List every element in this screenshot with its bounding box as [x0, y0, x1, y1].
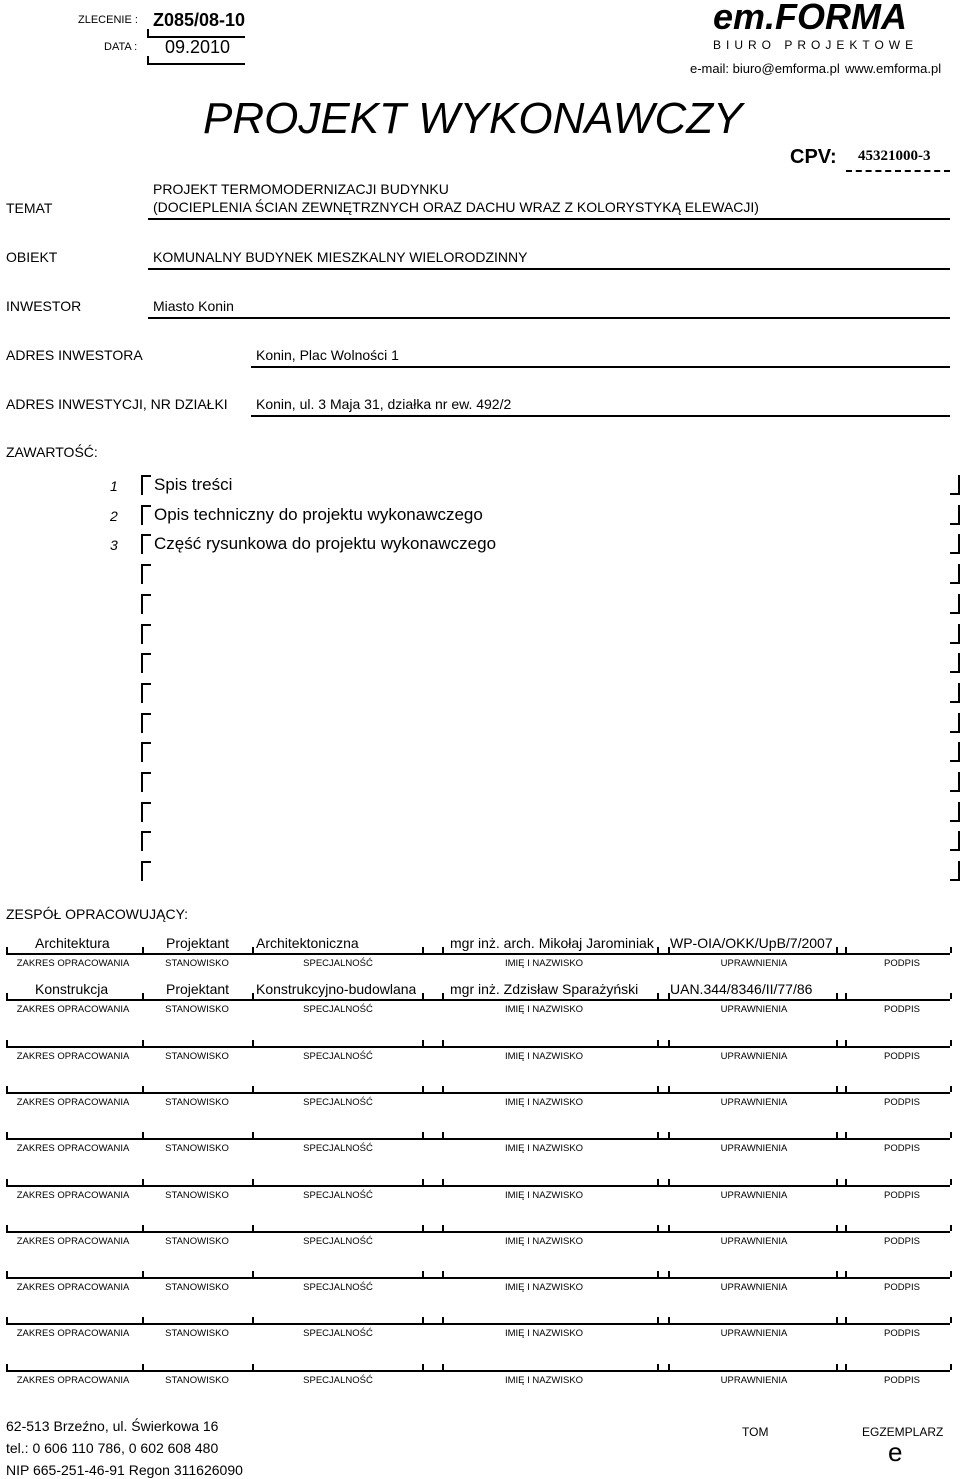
- inwestor-label: INWESTOR: [6, 298, 82, 314]
- team-stanowisko-caption: STANOWISKO: [165, 1189, 229, 1201]
- team-specjalnosc-caption: SPECJALNOŚĆ: [303, 1235, 373, 1247]
- team-podpis-caption: PODPIS: [884, 1282, 920, 1294]
- team-zakres-caption: ZAKRES OPRACOWANIA: [16, 1096, 130, 1108]
- team-specjalnosc-caption: SPECJALNOŚĆ: [303, 958, 373, 969]
- tom-label: TOM: [742, 1425, 769, 1439]
- team-row-tick: [252, 1086, 254, 1092]
- bracket-right: [950, 802, 960, 822]
- egzemplarz-label: EGZEMPLARZ: [862, 1425, 944, 1439]
- team-uprawnienia-caption: UPRAWNIENIA: [720, 1050, 788, 1062]
- team-row-tick: [657, 1317, 659, 1323]
- team-row-tick: [950, 1179, 952, 1185]
- team-row-tick: [422, 1271, 424, 1277]
- bracket-right: [950, 653, 960, 673]
- contents-item-text: Spis treści: [154, 475, 233, 494]
- team-row-line: [6, 1092, 950, 1094]
- team-row-tick: [142, 1271, 144, 1277]
- obiekt-underline: [148, 268, 950, 270]
- team-row-tick: [950, 1086, 952, 1092]
- bracket-left: [141, 653, 151, 673]
- cpv-value: 45321000-3: [858, 148, 931, 164]
- contents-item-text: Część rysunkowa do projektu wykonawczego: [154, 534, 497, 554]
- team-stanowisko-caption: STANOWISKO: [165, 958, 229, 969]
- team-uprawnienia-value: WP-OIA/OKK/UpB/7/2007: [670, 935, 833, 951]
- team-stanowisko-caption: STANOWISKO: [165, 1235, 229, 1247]
- team-row-tick: [442, 1225, 444, 1231]
- team-uprawnienia-value: UAN.344/8346/II/77/86: [670, 981, 813, 998]
- bracket-left: [141, 831, 151, 851]
- team-row-line: [6, 1185, 950, 1187]
- team-row-tick: [422, 1317, 424, 1323]
- team-row-tick: [657, 1225, 659, 1231]
- team-row-tick: [836, 1317, 838, 1323]
- team-row-tick: [950, 993, 952, 999]
- team-row-tick: [6, 947, 8, 953]
- team-row-line: [6, 999, 950, 1001]
- team-stanowisko-caption: STANOWISKO: [165, 1374, 229, 1386]
- team-row-tick: [142, 1225, 144, 1231]
- team-podpis-caption: PODPIS: [884, 1374, 920, 1386]
- team-imie-caption: IMIĘ I NAZWISKO: [504, 1235, 584, 1247]
- team-row-tick: [836, 1225, 838, 1231]
- team-row-tick: [657, 1040, 659, 1046]
- bracket-left: [141, 861, 151, 881]
- team-imie-caption: IMIĘ I NAZWISKO: [504, 958, 584, 969]
- team-row-tick: [252, 1132, 254, 1138]
- team-row-tick: [6, 993, 8, 999]
- team-row-tick: [668, 1271, 670, 1277]
- team-row-tick: [422, 947, 424, 953]
- bracket-right: [950, 505, 960, 525]
- team-row-tick: [442, 1179, 444, 1185]
- contents-label: ZAWARTOŚĆ:: [6, 444, 98, 460]
- team-uprawnienia-caption: UPRAWNIENIA: [720, 1328, 788, 1340]
- team-zakres-caption: ZAKRES OPRACOWANIA: [16, 1004, 130, 1016]
- team-row-tick: [142, 1317, 144, 1323]
- team-row-tick: [668, 1179, 670, 1185]
- team-row-tick: [836, 1271, 838, 1277]
- team-row-tick: [252, 1364, 254, 1370]
- team-row-tick: [6, 1364, 8, 1370]
- team-row-tick: [6, 1179, 8, 1185]
- team-zakres-value: Konstrukcja: [35, 981, 109, 998]
- bracket-right: [950, 564, 960, 584]
- team-uprawnienia-caption: UPRAWNIENIA: [720, 1235, 788, 1247]
- egzemplarz-value: e: [888, 1437, 903, 1467]
- team-podpis-caption: PODPIS: [884, 1096, 920, 1108]
- team-stanowisko-caption: STANOWISKO: [165, 1004, 229, 1016]
- company-subtitle: BIURO PROJEKTOWE: [713, 38, 919, 52]
- footer-phone: tel.: 0 606 110 786, 0 602 608 480: [6, 1440, 219, 1456]
- order-label: ZLECENIE :: [78, 14, 138, 26]
- team-specjalnosc-caption: SPECJALNOŚĆ: [303, 1328, 373, 1340]
- team-row-tick: [657, 1086, 659, 1092]
- team-row-tick: [668, 1040, 670, 1046]
- team-stanowisko-caption: STANOWISKO: [165, 1143, 229, 1155]
- team-zakres-caption: ZAKRES OPRACOWANIA: [16, 1282, 130, 1294]
- team-row-tick: [422, 1179, 424, 1185]
- team-zakres-caption: ZAKRES OPRACOWANIA: [16, 1189, 130, 1201]
- team-row-line: [6, 1231, 950, 1233]
- footer-address: 62-513 Brzeźno, ul. Świerkowa 16: [6, 1418, 219, 1434]
- team-row-tick: [836, 993, 838, 999]
- bracket-left: [141, 534, 151, 554]
- team-row-tick: [845, 1132, 847, 1138]
- team-uprawnienia-caption: UPRAWNIENIA: [720, 1004, 788, 1016]
- date-value: 09.2010: [165, 37, 231, 57]
- team-row-tick: [6, 1086, 8, 1092]
- contents-item-number: 3: [110, 537, 118, 554]
- bracket-right: [950, 683, 960, 703]
- team-row-tick: [950, 1225, 952, 1231]
- team-row-tick: [657, 1271, 659, 1277]
- contents-item-number: 1: [110, 478, 118, 494]
- team-specjalnosc-caption: SPECJALNOŚĆ: [303, 1282, 373, 1294]
- team-row-tick: [836, 1364, 838, 1370]
- team-row-tick: [836, 1179, 838, 1185]
- team-specjalnosc-caption: SPECJALNOŚĆ: [303, 1050, 373, 1062]
- bracket-right: [950, 713, 960, 733]
- team-stanowisko-caption: STANOWISKO: [165, 1282, 229, 1294]
- bracket-right: [950, 594, 960, 614]
- bracket-right: [950, 534, 960, 554]
- bracket-right: [950, 831, 960, 851]
- team-row-tick: [657, 993, 659, 999]
- team-imie-caption: IMIĘ I NAZWISKO: [504, 1096, 584, 1108]
- footer-nip-regon: NIP 665-251-46-91 Regon 311626090: [6, 1462, 243, 1478]
- bracket-left: [141, 624, 151, 644]
- team-row-tick: [836, 1132, 838, 1138]
- team-row-tick: [950, 1364, 952, 1370]
- date-underline: [147, 63, 245, 65]
- team-row-tick: [845, 1317, 847, 1323]
- team-row-tick: [668, 1364, 670, 1370]
- contents-item-text: Opis techniczny do projektu wykonawczego: [154, 504, 483, 524]
- team-zakres-caption: ZAKRES OPRACOWANIA: [16, 1235, 130, 1247]
- bracket-right: [950, 742, 960, 762]
- team-imie-caption: IMIĘ I NAZWISKO: [504, 1143, 584, 1155]
- company-logo: em.FORMA: [713, 0, 908, 37]
- adres-inwestora-label: ADRES INWESTORA: [6, 347, 143, 363]
- team-zakres-caption: ZAKRES OPRACOWANIA: [16, 958, 130, 969]
- temat-line2: (DOCIEPLENIA ŚCIAN ZEWNĘTRZNYCH ORAZ DACHU WRAZ Z KOLORYSTYKĄ ELEWACJI): [153, 199, 759, 215]
- team-row-tick: [442, 1132, 444, 1138]
- team-imie-caption: IMIĘ I NAZWISKO: [504, 1050, 584, 1062]
- team-podpis-caption: PODPIS: [884, 1050, 920, 1062]
- adres-inwestycji-value: Konin, ul. 3 Maja 31, działka nr ew. 492/2: [256, 396, 512, 412]
- team-row-tick: [845, 1364, 847, 1370]
- bracket-left: [141, 475, 151, 495]
- obiekt-label: OBIEKT: [6, 249, 58, 265]
- team-row-tick: [252, 947, 254, 953]
- team-row-tick: [845, 1179, 847, 1185]
- team-imie-value: mgr inż. arch. Mikołaj Jarominiak: [450, 935, 654, 951]
- team-row-tick: [836, 947, 838, 953]
- bracket-left: [141, 772, 151, 792]
- team-row-tick: [668, 1317, 670, 1323]
- team-row-line: [6, 1323, 950, 1325]
- bracket-left: [141, 683, 151, 703]
- team-row-tick: [6, 1317, 8, 1323]
- adres-inwestycji-underline: [251, 415, 950, 417]
- team-row-tick: [442, 1271, 444, 1277]
- team-row-tick: [6, 1132, 8, 1138]
- team-row-tick: [442, 993, 444, 999]
- team-row-tick: [252, 1225, 254, 1231]
- team-row-tick: [442, 1317, 444, 1323]
- team-specjalnosc-value: Architektoniczna: [256, 935, 359, 951]
- team-row-tick: [950, 1317, 952, 1323]
- team-row-tick: [845, 993, 847, 999]
- bracket-left: [141, 564, 151, 584]
- team-podpis-caption: PODPIS: [884, 1004, 920, 1016]
- team-stanowisko-value: Projektant: [166, 935, 230, 951]
- team-row-tick: [845, 1086, 847, 1092]
- team-zakres-caption: ZAKRES OPRACOWANIA: [16, 1328, 130, 1340]
- bracket-left: [141, 802, 151, 822]
- inwestor-value: Miasto Konin: [153, 298, 234, 314]
- team-row-tick: [142, 993, 144, 999]
- team-specjalnosc-caption: SPECJALNOŚĆ: [303, 1096, 373, 1108]
- date-label: DATA :: [104, 41, 138, 53]
- team-row-tick: [142, 1086, 144, 1092]
- team-row-tick: [845, 947, 847, 953]
- team-zakres-value: Architektura: [35, 935, 110, 951]
- team-imie-caption: IMIĘ I NAZWISKO: [504, 1374, 584, 1386]
- team-row-tick: [950, 1271, 952, 1277]
- bracket-left: [141, 505, 151, 525]
- team-row-tick: [950, 1132, 952, 1138]
- team-row-tick: [142, 1132, 144, 1138]
- team-row-line: [6, 1138, 950, 1140]
- team-zakres-caption: ZAKRES OPRACOWANIA: [16, 1143, 130, 1155]
- team-row-tick: [252, 993, 254, 999]
- contents-item-number: 2: [110, 507, 118, 524]
- team-podpis-caption: PODPIS: [884, 1189, 920, 1201]
- team-row-tick: [442, 1086, 444, 1092]
- team-stanowisko-caption: STANOWISKO: [165, 1328, 229, 1340]
- team-row-tick: [252, 1040, 254, 1046]
- team-row-tick: [442, 1040, 444, 1046]
- team-row-tick: [422, 1086, 424, 1092]
- team-podpis-caption: PODPIS: [884, 1235, 920, 1247]
- team-row-tick: [252, 1271, 254, 1277]
- team-row-tick: [422, 1364, 424, 1370]
- obiekt-value: KOMUNALNY BUDYNEK MIESZKALNY WIELORODZINNY: [153, 249, 528, 265]
- team-label: ZESPÓŁ OPRACOWUJĄCY:: [6, 906, 189, 922]
- team-row-tick: [668, 1086, 670, 1092]
- team-row-line: [6, 953, 950, 955]
- team-row-tick: [836, 1086, 838, 1092]
- team-row-tick: [657, 1179, 659, 1185]
- bracket-right: [950, 861, 960, 881]
- team-uprawnienia-caption: UPRAWNIENIA: [720, 1374, 788, 1386]
- team-imie-caption: IMIĘ I NAZWISKO: [504, 1282, 584, 1294]
- cpv-underline: [846, 170, 950, 172]
- inwestor-underline: [148, 317, 950, 319]
- team-uprawnienia-caption: UPRAWNIENIA: [720, 1189, 788, 1201]
- team-specjalnosc-caption: SPECJALNOŚĆ: [303, 1143, 373, 1155]
- team-imie-caption: IMIĘ I NAZWISKO: [504, 1328, 584, 1340]
- order-number: Z085/08-10: [153, 10, 246, 30]
- team-row-tick: [6, 1225, 8, 1231]
- team-zakres-caption: ZAKRES OPRACOWANIA: [16, 1374, 130, 1386]
- adres-inwestycji-label: ADRES INWESTYCJI, NR DZIAŁKI: [6, 396, 228, 412]
- team-imie-value: mgr inż. Zdzisław Sparażyński: [450, 981, 639, 998]
- team-row-tick: [422, 993, 424, 999]
- team-row-tick: [6, 1040, 8, 1046]
- bracket-right: [950, 624, 960, 644]
- team-row-tick: [422, 1040, 424, 1046]
- company-email[interactable]: e-mail: biuro@emforma.pl: [690, 61, 840, 76]
- team-specjalnosc-caption: SPECJALNOŚĆ: [303, 1189, 373, 1201]
- team-row-tick: [142, 1179, 144, 1185]
- team-uprawnienia-caption: UPRAWNIENIA: [720, 958, 788, 969]
- team-row-tick: [668, 1225, 670, 1231]
- temat-underline: [148, 218, 950, 220]
- cpv-label: CPV:: [790, 146, 837, 168]
- team-specjalnosc-caption: SPECJALNOŚĆ: [303, 1374, 373, 1386]
- team-row-tick: [836, 1040, 838, 1046]
- team-zakres-caption: ZAKRES OPRACOWANIA: [16, 1050, 130, 1062]
- team-row-tick: [657, 947, 659, 953]
- bracket-left: [141, 713, 151, 733]
- team-row-line: [6, 1277, 950, 1279]
- temat-label: TEMAT: [6, 200, 53, 216]
- team-podpis-caption: PODPIS: [884, 1328, 920, 1340]
- team-uprawnienia-caption: UPRAWNIENIA: [720, 1143, 788, 1155]
- team-row-tick: [252, 1179, 254, 1185]
- team-stanowisko-value: Projektant: [166, 981, 230, 998]
- team-row-tick: [442, 947, 444, 953]
- team-imie-caption: IMIĘ I NAZWISKO: [504, 1004, 584, 1016]
- team-specjalnosc-caption: SPECJALNOŚĆ: [303, 1004, 373, 1016]
- team-row-tick: [657, 1364, 659, 1370]
- team-row-tick: [142, 1364, 144, 1370]
- bracket-left: [141, 742, 151, 762]
- team-specjalnosc-value: Konstrukcyjno-budowlana: [256, 981, 417, 998]
- temat-line1: PROJEKT TERMOMODERNIZACJI BUDYNKU: [153, 181, 449, 197]
- team-row-line: [6, 1370, 950, 1372]
- team-row-line: [6, 1046, 950, 1048]
- team-row-tick: [142, 947, 144, 953]
- team-uprawnienia-caption: UPRAWNIENIA: [720, 1096, 788, 1108]
- team-row-tick: [442, 1364, 444, 1370]
- team-row-tick: [845, 1225, 847, 1231]
- team-row-tick: [142, 1040, 144, 1046]
- team-row-tick: [422, 1132, 424, 1138]
- team-row-tick: [845, 1271, 847, 1277]
- document-title: PROJEKT WYKONAWCZY: [203, 94, 743, 143]
- team-row-tick: [422, 1225, 424, 1231]
- team-podpis-caption: PODPIS: [884, 1143, 920, 1155]
- team-imie-caption: IMIĘ I NAZWISKO: [504, 1189, 584, 1201]
- team-stanowisko-caption: STANOWISKO: [165, 1050, 229, 1062]
- team-row-tick: [657, 1132, 659, 1138]
- team-row-tick: [252, 1317, 254, 1323]
- bracket-right: [950, 475, 960, 495]
- team-podpis-caption: PODPIS: [884, 958, 920, 969]
- adres-inwestora-value: Konin, Plac Wolności 1: [256, 347, 399, 363]
- team-stanowisko-caption: STANOWISKO: [165, 1096, 229, 1108]
- bracket-right: [950, 772, 960, 792]
- team-row-tick: [845, 1040, 847, 1046]
- company-website[interactable]: www.emforma.pl: [845, 61, 942, 76]
- adres-inwestora-underline: [251, 366, 950, 368]
- team-uprawnienia-caption: UPRAWNIENIA: [720, 1282, 788, 1294]
- team-row-tick: [950, 1040, 952, 1046]
- team-row-tick: [668, 1132, 670, 1138]
- team-row-tick: [950, 947, 952, 953]
- bracket-left: [141, 594, 151, 614]
- team-row-tick: [6, 1271, 8, 1277]
